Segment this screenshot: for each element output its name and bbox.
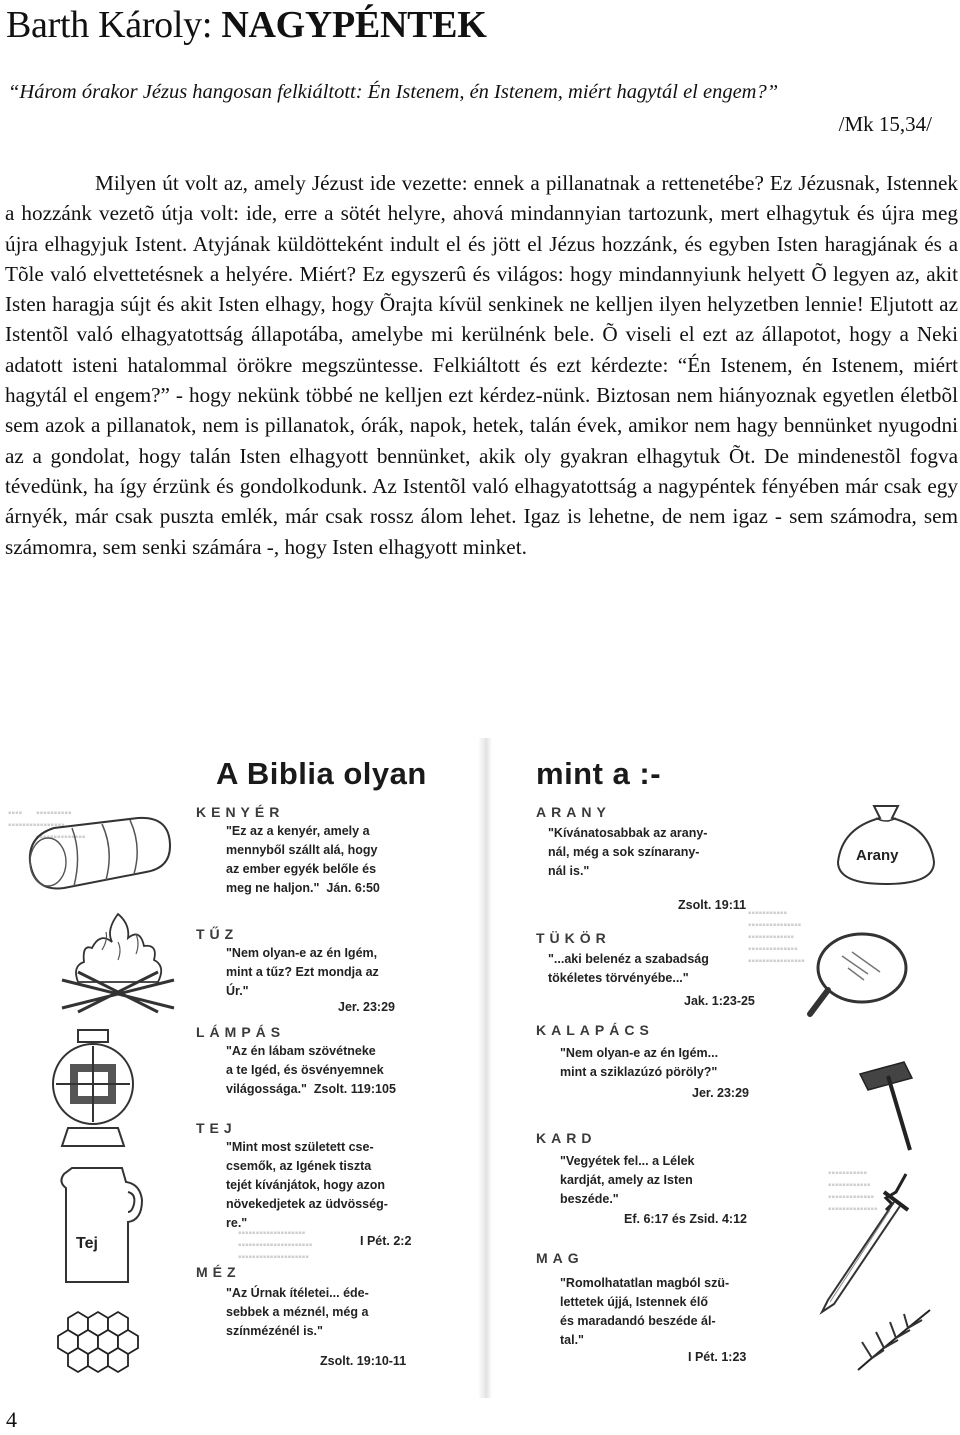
quote-line: mennyből szállt alá, hogy	[226, 843, 378, 857]
source-fire: Jer. 23:29	[338, 1000, 395, 1014]
quote-gold	[548, 824, 707, 881]
show-through-text: ▪▪▪▪ ▪▪▪▪▪▪▪▪▪▪ ▪▪▪▪▪▪▪▪▪▪▪▪▪▪▪▪ ▪▪▪▪▪▪▪▪▪▪▪▪▪▪	[8, 808, 86, 843]
epigraph-quote: “Három órakor Jézus hangosan felkiáltott: Én Istenem, én Istenem, miért hagytál el engem?”	[8, 81, 779, 103]
quote-line: "Mint most született cse-	[226, 1140, 374, 1154]
quote-line: tal."	[560, 1333, 584, 1347]
caption-lamp: LÁMPÁS	[196, 1024, 286, 1040]
author-name: Barth Károly:	[6, 4, 213, 46]
quote-line: "Az én lábam szövétneke	[226, 1044, 376, 1058]
caption-bread: KENYÉR	[196, 804, 285, 820]
quote-honey	[226, 1284, 369, 1341]
quote-line: sebbek a méznél, még a	[226, 1305, 369, 1319]
gold-sack-icon	[830, 800, 942, 890]
quote-line: színmézénél is."	[226, 1324, 323, 1338]
quote-line: lettetek újjá, Istennek élő	[560, 1295, 708, 1309]
seed-plant-icon	[848, 1304, 938, 1374]
gold-label: Arany	[856, 847, 899, 864]
epigraph-reference: /Mk 15,34/	[838, 112, 932, 136]
caption-milk: TEJ	[196, 1120, 237, 1136]
quote-line: "Vegyétek fel... a Lélek	[560, 1154, 695, 1168]
quote-line: a te Igéd, és ösvényemnek	[226, 1063, 384, 1077]
source-gold: Zsolt. 19:11	[678, 898, 747, 912]
bible-heading-left: A Biblia olyan	[216, 756, 427, 791]
quote-line: és maradandó beszéde ál-	[560, 1314, 716, 1328]
quote-line: Úr."	[226, 984, 249, 998]
quote-lamp	[226, 1042, 396, 1099]
fire-icon	[48, 908, 188, 1020]
source-mirror: Jak. 1:23-25	[684, 994, 755, 1008]
source-hammer: Jer. 23:29	[692, 1086, 749, 1100]
quote-line: tökéletes törvényébe..."	[548, 971, 689, 985]
quote-line: csemők, az Igének tiszta	[226, 1159, 372, 1173]
quote-seed	[560, 1274, 729, 1350]
quote-line: "Ez az a kenyér, amely a	[226, 824, 370, 838]
quote-mirror	[548, 950, 709, 988]
show-through-text: ▪▪▪▪▪▪▪▪▪▪▪ ▪▪▪▪▪▪▪▪▪▪▪▪ ▪▪▪▪▪▪▪▪▪▪▪▪▪ ▪▪▪▪▪▪▪▪▪▪▪▪▪▪	[828, 1168, 878, 1215]
sermon-title: NAGYPÉNTEK	[221, 4, 487, 46]
quote-bread	[226, 822, 380, 898]
body-paragraph: Milyen út volt az, amely Jézust ide vezette: ennek a pillanatnak a rettenetébe? Ez Jézusnak, Istennek a hozzánk vezetõ útja volt: ide, erre a sötét helyre, ahová mindannyian tartozunk, mert elhagytuk és újra meg újra elhagyjuk Istent. Atyjának küldötteként indult el és jött el Jézus hozzánk, és egyben Isten haragjának és a Tõle való elvettetésnek a helyére. Miért? Ez egyszerû és világos: hogy mindannyiunk helyett Õ legyen az, akit Isten haragja sújt és akit Isten elhagy, hogy Õrajta kívül senkinek ne kelljen ilyen helyzetben lennie! Eljutott az Istentõl való elhagyatottság állapotába, amelybe mi kerülnénk bele. Õ viseli el ezt az állapotot, hogy a Neki adatott isteni hatalommal örökre megszüntesse. Felkiáltott és ezt kérdezte: “Én Istenem, én Istenem, miért hagytál el engem?” - hogy nekünk többé ne kelljen ezt kérdez-nünk. Biztosan nem hiányoznak egyetlen életbõl sem azok a pillanatok, nem is pillanatok, órák, napok, hetek, talán évek, amikor nem hagy bennünket nyugodni az a gondolat, hogy talán Isten elhagyott bennünket, akik oly gyakran elhagytuk Õt. De mindenestõl fogva tévedünk, ha így érzünk és gondolkodunk. Az Istentõl való elhagyatottság a nagypéntek fényében már csak egy árnyék, már csak puszta emlék, már csak rossz álom lehet. Igaz is lehetne, de nem igaz - sem számodra, sem számomra, sem senki számára -, hogy Isten elhagyott minket.	[5, 171, 958, 559]
quote-line: tejét kívánjátok, hogy azon	[226, 1178, 386, 1192]
source-sword: Ef. 6:17 és Zsid. 4:12	[624, 1212, 747, 1226]
source-seed: I Pét. 1:23	[688, 1350, 747, 1364]
quote-sword	[560, 1152, 694, 1209]
quote-line: beszéde."	[560, 1192, 619, 1206]
quote-line: "Az Úrnak ítéletei... éde-	[226, 1286, 369, 1300]
milk-jug-icon	[44, 1158, 154, 1288]
caption-mirror: TÜKÖR	[536, 930, 611, 946]
bible-like-illustration	[8, 738, 948, 1398]
bible-heading-right: mint a :-	[536, 756, 662, 791]
quote-line: kardját, amely az Isten	[560, 1173, 693, 1187]
page-number: 4	[6, 1407, 17, 1432]
source-honey: Zsolt. 19:10-11	[320, 1354, 407, 1368]
quote-line: meg ne haljon." Ján. 6:50	[226, 881, 380, 895]
quote-line: "Nem olyan-e az én Igém,	[226, 946, 378, 960]
milk-label: Tej	[76, 1235, 98, 1252]
bread-icon	[20, 806, 180, 898]
quote-line: mint a sziklazúzó pöröly?"	[560, 1065, 718, 1079]
quote-line: re."	[226, 1216, 248, 1230]
quote-hammer	[560, 1044, 718, 1082]
caption-hammer: KALAPÁCS	[536, 1022, 654, 1038]
mirror-icon	[804, 928, 914, 1018]
page-title	[6, 2, 486, 48]
source-milk: I Pét. 2:2	[360, 1234, 412, 1248]
quote-line: növekedjetek az üdvösség-	[226, 1197, 388, 1211]
caption-gold: ARANY	[536, 804, 611, 820]
quote-line: "Nem olyan-e az én Igém...	[560, 1046, 719, 1060]
quote-line: nál, még a sok színarany-	[548, 845, 700, 859]
page-fold	[478, 738, 492, 1398]
quote-line: nál is."	[548, 864, 590, 878]
sword-icon	[808, 1168, 918, 1318]
quote-fire	[226, 944, 379, 1001]
lamp-icon	[38, 1028, 148, 1158]
quote-line: "...aki belenéz a szabadság	[548, 952, 709, 966]
quote-line: világossága." Zsolt. 119:105	[226, 1082, 396, 1096]
caption-fire: TŰZ	[196, 926, 239, 942]
caption-honey: MÉZ	[196, 1264, 241, 1280]
quote-line: az ember egyék belőle és	[226, 862, 377, 876]
caption-sword: KARD	[536, 1130, 597, 1146]
quote-line: "Kívánatosabbak az arany-	[548, 826, 708, 840]
quote-line: mint a tűz? Ezt mondja az	[226, 965, 379, 979]
show-through-text: ▪▪▪▪▪▪▪▪▪▪▪▪▪▪▪▪▪▪▪ ▪▪▪▪▪▪▪▪▪▪▪▪▪▪▪▪▪▪▪▪▪ ▪▪▪▪▪▪▪▪▪▪▪▪▪▪▪▪▪▪▪▪	[238, 1228, 313, 1263]
honeycomb-icon	[48, 1308, 148, 1378]
quote-line: "Romolhatatlan magból szü-	[560, 1276, 730, 1290]
show-through-text: ▪▪▪▪▪▪▪▪▪▪▪ ▪▪▪▪▪▪▪▪▪▪▪▪▪▪▪ ▪▪▪▪▪▪▪▪▪▪▪▪▪ ▪▪▪▪▪▪▪▪▪▪▪▪▪▪ ▪▪▪▪▪▪▪▪▪▪▪▪▪▪▪▪	[748, 908, 805, 967]
quote-milk	[226, 1138, 388, 1233]
caption-seed: MAG	[536, 1250, 584, 1266]
hammer-icon	[848, 1056, 928, 1156]
